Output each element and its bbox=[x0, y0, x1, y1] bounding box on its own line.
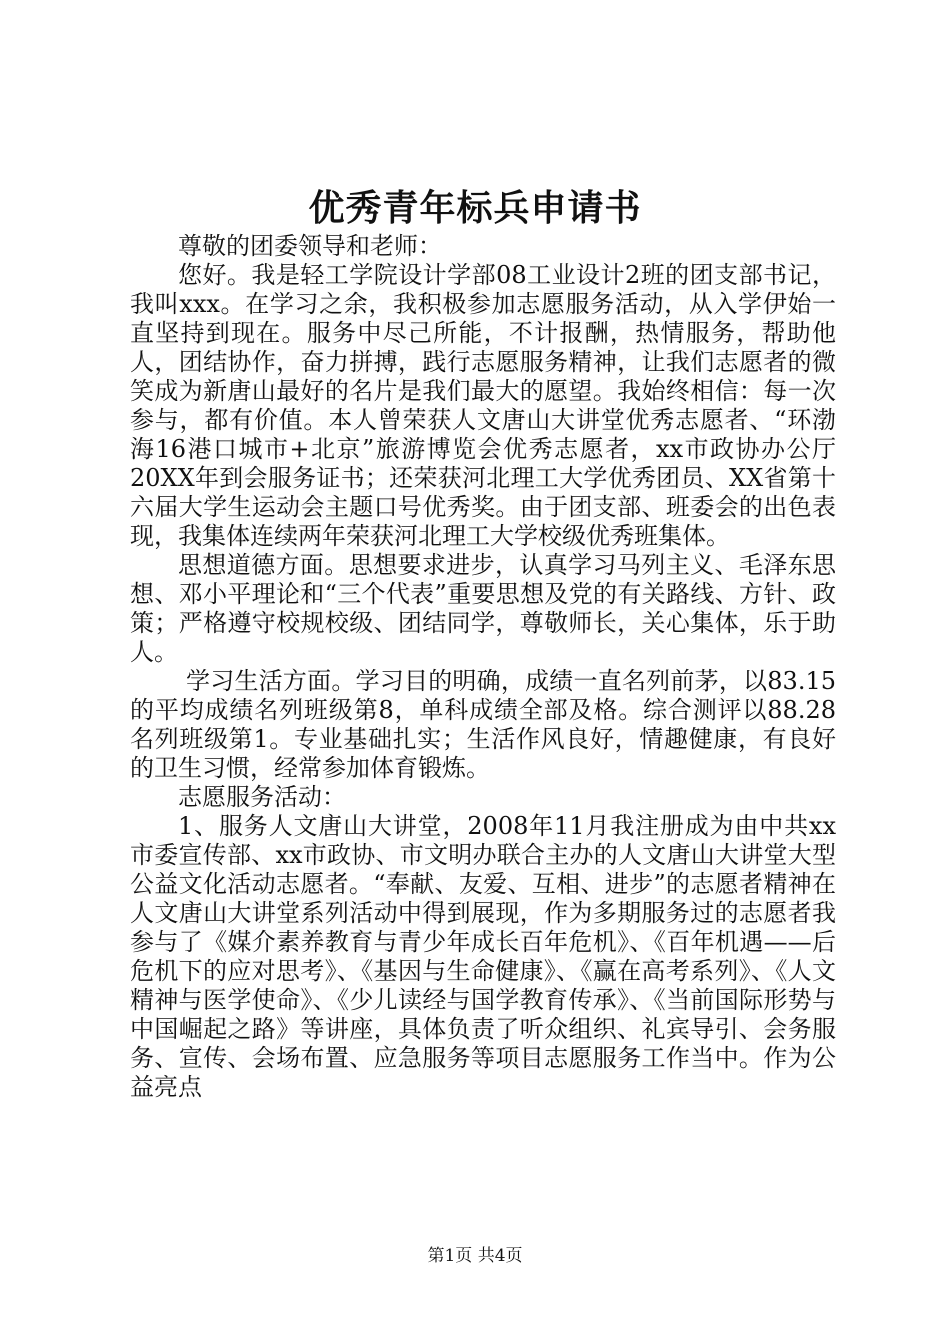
paragraph-intro: 您好。我是轻工学院设计学部08工业设计2班的团支部书记，我叫xxx。在学习之余，我积极参加志愿服务活动，从入学伊始一直坚持到现在。服务中尽己所能，不计报酬，热情服务，帮助他人，团结协作，奋力拼搏，践行志愿服务精神，让我们志愿者的微笑成为新唐山最好的名片是我们最大的愿望。我始终相信：每一次参与，都有价值。本人曾荣获人文唐山大讲堂优秀志愿者、“环渤海16港口城市+北京”旅游博览会优秀志愿者，xx市政协办公厅20XX年到会服务证书；还荣获河北理工大学优秀团员、XX省第十六届大学生运动会主题口号优秀奖。由于团支部、班委会的出色表现，我集体连续两年荣获河北理工大学校级优秀班集体。 bbox=[130, 261, 836, 550]
paragraph-volunteer-heading: 志愿服务活动： bbox=[178, 783, 346, 811]
document-body bbox=[130, 232, 836, 1102]
page-footer: 第1页 共4页 bbox=[427, 1246, 523, 1266]
document-title: 优秀青年标兵申请书 bbox=[308, 187, 642, 229]
paragraph-volunteer-1: 1、服务人文唐山大讲堂，2008年11月我注册成为由中共xx市委宣传部、xx市政协、市文明办联合主办的人文唐山大讲堂大型公益文化活动志愿者。“奉献、友爱、互相、进步”的志愿者精神在人文唐山大讲堂系列活动中得到展现，作为多期服务过的志愿者我参与了《媒介素养教育与青少年成长百年危机》、《百年机遇——后危机下的应对思考》、《基因与生命健康》、《赢在高考系列》、《人文精神与医学使命》、《少儿读经与国学教育传承》、《当前国际形势与中国崛起之路》等讲座，具体负责了听众组织、礼宾导引、会务服务、宣传、会场布置、应急服务等项目志愿服务工作当中。作为公益亮点 bbox=[130, 812, 836, 1101]
paragraph-study: 学习生活方面。学习目的明确，成绩一直名列前茅，以83.15的平均成绩名列班级第8，单科成绩全部及格。综合测评以88.28名列班级第1。专业基础扎实；生活作风良好，情趣健康，有良好的卫生习惯，经常参加体育锻炼。 bbox=[130, 667, 836, 782]
salutation: 尊敬的团委领导和老师： bbox=[178, 232, 442, 260]
paragraph-moral: 思想道德方面。思想要求进步，认真学习马列主义、毛泽东思想、邓小平理论和“三个代表”重要思想及党的有关路线、方针、政策；严格遵守校规校级、团结同学，尊敬师长，关心集体，乐于助人。 bbox=[130, 551, 836, 666]
